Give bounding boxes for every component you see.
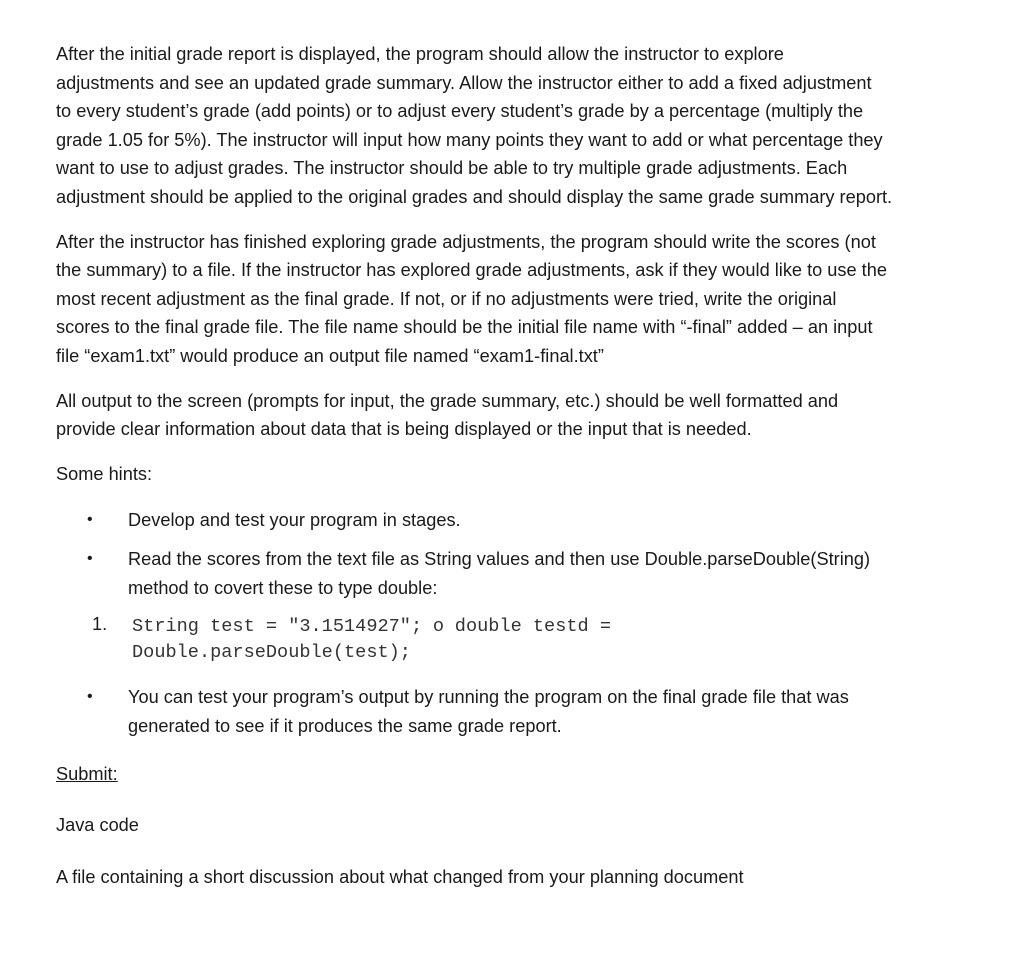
list-item	[56, 545, 986, 602]
submit-item-java-code: Java code	[56, 814, 139, 835]
paragraph-output-format	[56, 387, 986, 444]
text-line: After the instructor has finished exploring grade adjustments, the program should write the scores (not	[56, 231, 876, 252]
text-line: Read the scores from the text file as String values and then use Double.parseDouble(String)	[128, 548, 871, 569]
submit-heading: Submit:	[56, 764, 118, 785]
text-line: You can test your program’s output by running the program on the final grade file that was	[128, 687, 849, 708]
submit-item-discussion: A file containing a short discussion about what changed from your planning document	[56, 867, 744, 888]
code-text: double testd =	[443, 616, 611, 638]
text-line: scores to the final grade file. The file name should be the initial file name with “-final” added – an input	[56, 317, 873, 338]
text-line: Develop and test your program in stages.	[128, 510, 461, 531]
text-line: want to use to adjust grades. The instructor should be able to try multiple grade adjustments. Each	[56, 158, 848, 179]
bullet-icon: •	[87, 549, 93, 567]
hints-heading: Some hints:	[56, 463, 153, 484]
text-line: most recent adjustment as the final grade. If not, or if no adjustments were tried, write the original	[56, 288, 837, 309]
code-line	[132, 612, 986, 640]
sub-bullet-marker: o	[433, 614, 444, 636]
text-line: to every student’s grade (add points) or to adjust every student’s grade by a percentage (multiply the	[56, 101, 864, 122]
text-line: the summary) to a file. If the instructor has explored grade adjustments, ask if they would like to use the	[56, 260, 887, 281]
hints-list-continued	[56, 683, 986, 740]
text-line: generated to see if it produces the same grade report.	[128, 715, 562, 736]
list-item	[56, 506, 986, 535]
text-line: file “exam1.txt” would produce an output file named “exam1-final.txt”	[56, 345, 604, 366]
text-line: All output to the screen (prompts for input, the grade summary, etc.) should be well formatted and	[56, 390, 839, 411]
bullet-icon: •	[87, 688, 93, 706]
paragraph-write-scores	[56, 228, 986, 371]
paragraph-grade-adjustments	[56, 40, 986, 212]
text-line: provide clear information about data that is being displayed or the input that is needed.	[56, 419, 752, 440]
text-line: adjustments and see an updated grade summary. Allow the instructor either to add a fixed adjustment	[56, 72, 872, 93]
document-page	[56, 40, 986, 916]
list-item	[56, 683, 986, 740]
code-line: Double.parseDouble(test);	[132, 641, 411, 663]
hints-list	[56, 506, 986, 602]
code-text: String test = "3.1514927";	[132, 616, 434, 638]
text-line: grade 1.05 for 5%). The instructor will input how many points they want to add or what percentage they	[56, 129, 883, 150]
text-line: After the initial grade report is displayed, the program should allow the instructor to explore	[56, 44, 784, 64]
code-line-number: 1.	[92, 614, 108, 635]
bullet-icon: •	[87, 511, 93, 529]
text-line: adjustment should be applied to the original grades and should display the same grade summary report.	[56, 186, 893, 207]
text-line: method to covert these to type double:	[128, 577, 438, 598]
code-example	[56, 612, 986, 665]
